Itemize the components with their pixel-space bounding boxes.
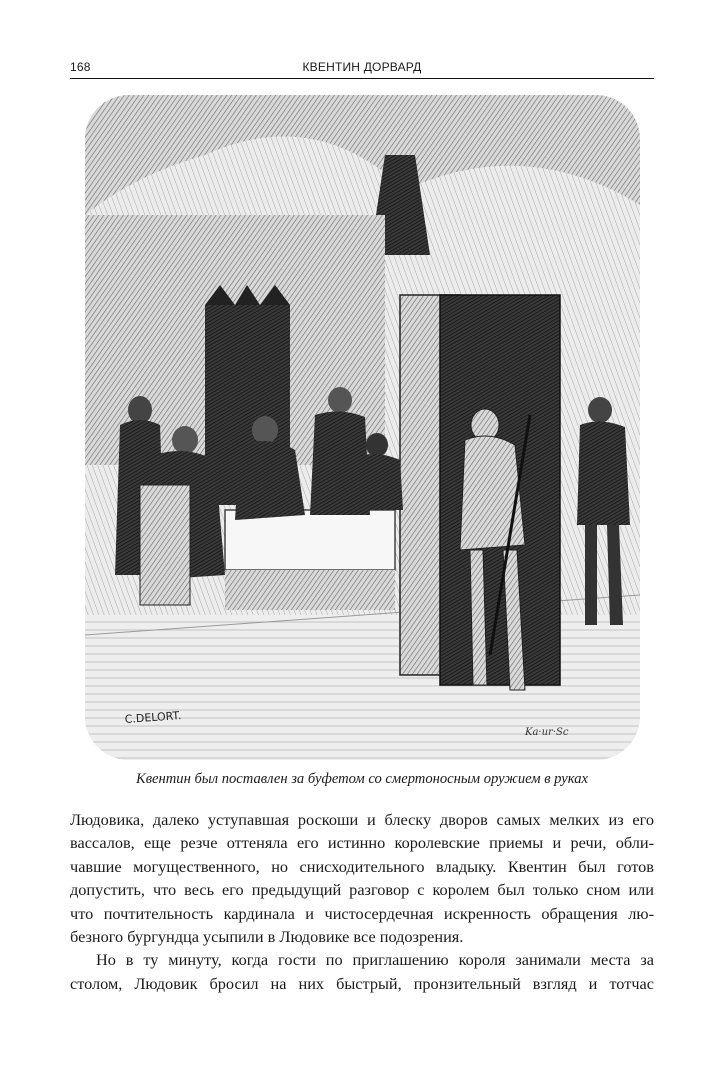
running-title: КВЕНТИН ДОРВАРД — [302, 60, 422, 74]
svg-text:C.DELORT.: C.DELORT. — [124, 709, 182, 726]
page-number: 168 — [70, 60, 91, 74]
running-header — [70, 58, 654, 79]
engraving-illustration — [85, 95, 640, 760]
text-line: безного бургундца усыпили в Людовике все подозрения. — [70, 926, 464, 946]
body-text — [70, 808, 654, 995]
text-line: чавшие могущественного, но снисходительного владыку. Квентин был готов — [70, 856, 654, 876]
svg-text:Ka·ur·Sc: Ka·ur·Sc — [525, 727, 569, 738]
text-line: вассалов, еще резче оттеняла его истинно королевские приемы и речи, обли- — [70, 833, 654, 853]
text-line: Но в ту минуту, когда гости по приглашению короля занимали места за — [96, 950, 654, 970]
text-line: столом, Людовик бросил на них быстрый, пронзительный взгляд и тотчас — [70, 973, 654, 993]
text-line: что почтительность кардинала и чистосердечная искренность обращения лю- — [70, 903, 654, 923]
engraving-picture — [85, 95, 640, 760]
figure-caption: Квентин был поставлен за буфетом со смертоносным оружием в руках — [136, 771, 588, 787]
text-line: Людовика, далеко уступавшая роскоши и блеску дворов самых мелких из его — [70, 810, 654, 829]
text-line: допустить, что весь его предыдущий разговор с королем был только сном или — [70, 880, 654, 900]
